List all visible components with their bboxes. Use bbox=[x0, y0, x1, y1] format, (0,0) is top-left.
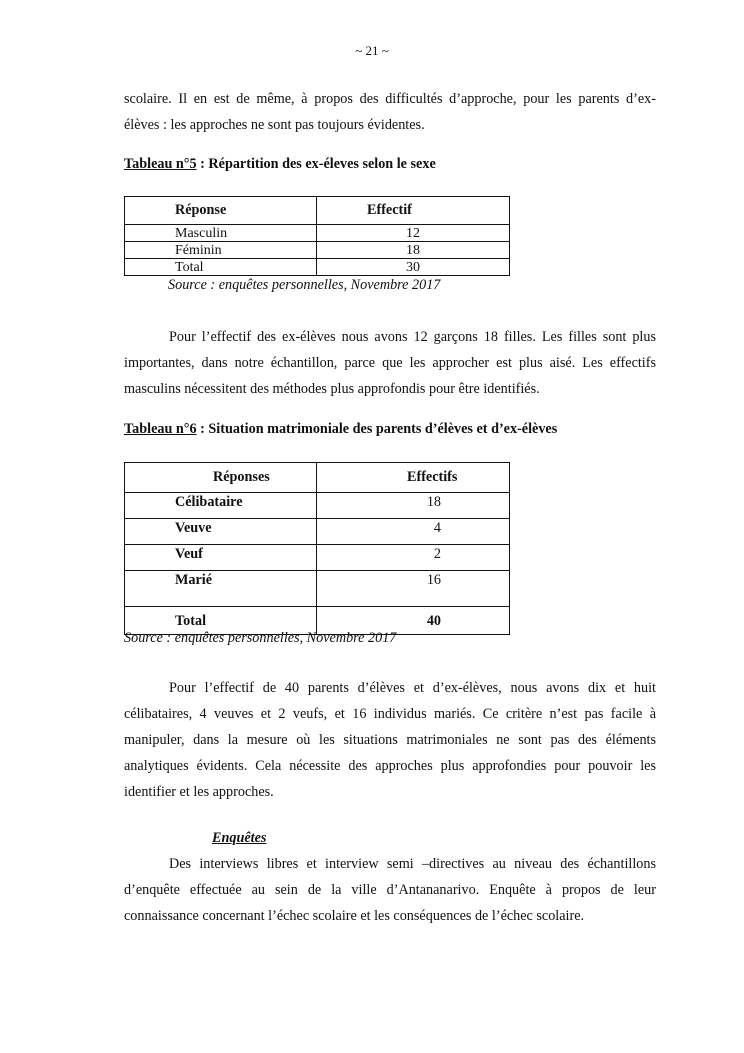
text-line: scolaire. Il en est de même, à propos des difficultés d’approche, pour les parents d’ex- bbox=[124, 91, 656, 107]
table-row bbox=[125, 225, 510, 242]
text-line: d’enquête effectuée au sein de la ville d’Antananarivo. Enquête à propos de leur bbox=[124, 882, 656, 898]
table-cell-value: 4 bbox=[317, 519, 510, 545]
table5 bbox=[124, 196, 510, 276]
table-cell-label: Féminin bbox=[125, 242, 317, 259]
table5-caption bbox=[124, 156, 436, 173]
table-row bbox=[125, 519, 510, 545]
page-number: ~ 21 ~ bbox=[355, 43, 389, 58]
table-cell-value: 40 bbox=[317, 607, 510, 635]
text-line: Pour l’effectif de 40 parents d’élèves et d’ex-élèves, nous avons dix et huit bbox=[169, 680, 656, 696]
table5-source: Source : enquêtes personnelles, Novembre 2017 bbox=[168, 277, 441, 293]
table6-caption bbox=[124, 421, 557, 438]
table5-caption-label: Tableau n°5 bbox=[124, 156, 197, 172]
paragraph-parents bbox=[124, 675, 656, 805]
intro-paragraph bbox=[124, 86, 656, 138]
column-header: Effectifs bbox=[317, 463, 510, 493]
paragraph-ex-eleves bbox=[124, 324, 656, 402]
table-cell-value: 2 bbox=[317, 545, 510, 571]
table5-caption-text: : Répartition des ex-éleves selon le sexe bbox=[196, 156, 436, 172]
table-cell-label: Total bbox=[125, 259, 317, 276]
table-cell-value: 16 bbox=[317, 571, 510, 607]
table-cell-label: Marié bbox=[125, 571, 317, 607]
table-header-row bbox=[125, 463, 510, 493]
table-cell-value: 30 bbox=[317, 259, 510, 276]
text-line: analytiques évidents. Cela nécessite des approches plus approfondies pour pouvoir les bbox=[124, 758, 656, 774]
table-row bbox=[125, 259, 510, 276]
text-line: importantes, dans notre échantillon, parce que les approcher est plus aisé. Les effectifs bbox=[124, 355, 656, 371]
text-line: Pour l’effectif des ex-élèves nous avons 12 garçons 18 filles. Les filles sont plus bbox=[169, 329, 656, 345]
table-cell-label: Veuve bbox=[125, 519, 317, 545]
table-header-row bbox=[125, 197, 510, 225]
table-row bbox=[125, 242, 510, 259]
section-heading-enquetes: Enquêtes bbox=[212, 830, 267, 846]
table-cell-label: Masculin bbox=[125, 225, 317, 242]
paragraph-enquetes bbox=[124, 851, 656, 929]
text-line: élèves : les approches ne sont pas toujours évidentes. bbox=[124, 117, 425, 133]
table-cell-label: Célibataire bbox=[125, 493, 317, 519]
text-line: connaissance concernant l’échec scolaire et les conséquences de l’échec scolaire. bbox=[124, 908, 585, 924]
table-cell-value: 12 bbox=[317, 225, 510, 242]
table-row bbox=[125, 493, 510, 519]
table-row bbox=[125, 571, 510, 607]
table-cell-value: 18 bbox=[317, 242, 510, 259]
table-cell-value: 18 bbox=[317, 493, 510, 519]
text-line: identifier et les approches. bbox=[124, 784, 274, 800]
table6-caption-text: : Situation matrimoniale des parents d’élèves et d’ex-élèves bbox=[196, 421, 558, 437]
text-line: Des interviews libres et interview semi –directives au niveau des échantillons bbox=[169, 856, 656, 872]
table6 bbox=[124, 462, 510, 635]
text-line: célibataires, 4 veuves et 2 veufs, et 16 individus mariés. Ce critère n’est pas facile à bbox=[124, 706, 656, 722]
column-header: Effectif bbox=[317, 197, 510, 225]
text-line: masculins nécessitent des méthodes plus approfondis pour être identifiés. bbox=[124, 381, 540, 397]
table-row bbox=[125, 545, 510, 571]
table6-source: Source : enquêtes personnelles, Novembre 2017 bbox=[124, 630, 397, 646]
table6-caption-label: Tableau n°6 bbox=[124, 421, 197, 437]
text-line: manipuler, dans la mesure où les situations matrimoniales ne sont pas des éléments bbox=[124, 732, 656, 748]
table-cell-label: Veuf bbox=[125, 545, 317, 571]
column-header: Réponse bbox=[125, 197, 317, 225]
table-cell-label: Total bbox=[125, 607, 317, 635]
column-header: Réponses bbox=[125, 463, 317, 493]
